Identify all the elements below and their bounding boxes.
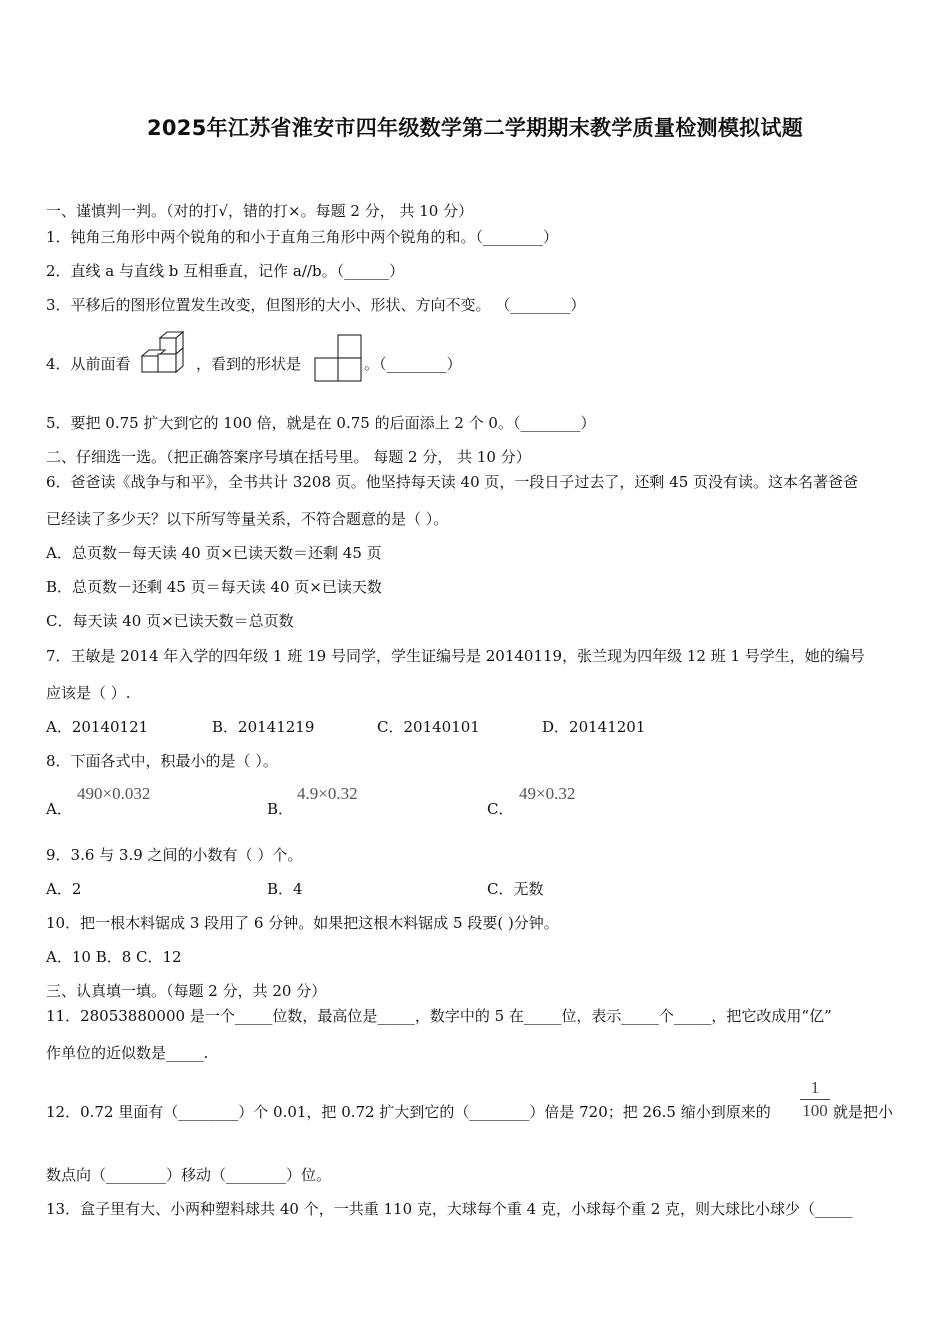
question-11-line-2: 作单位的近似数是_____. — [46, 1044, 209, 1062]
question-10: 10．把一根木料锯成 3 段用了 6 分钟。如果把这根木料锯成 5 段要( )分钟。 — [46, 914, 559, 932]
question-8-option-a-expr: 490×0.032 — [77, 784, 151, 803]
fraction-bar — [800, 1099, 830, 1100]
question-7-option-a: A．20140121 — [46, 718, 149, 736]
section-3-heading: 三、认真填一填。（每题 2 分，共 20 分） — [46, 982, 327, 1000]
question-6-option-c: C．每天读 40 页×已读天数＝总页数 — [46, 612, 294, 630]
question-8-option-c-label: C． — [487, 800, 514, 818]
question-4-prefix: 4．从前面看 — [46, 355, 131, 373]
question-6-line-1: 6．爸爸读《战争与和平》，全书共计 3208 页。他坚持每天读 40 页，一段日子过去了，还剩 45 页没有读。这本名著爸爸 — [46, 473, 859, 491]
question-5: 5．要把 0.75 扩大到它的 100 倍，就是在 0.75 的后面添上 2 个 0。（________） — [46, 414, 596, 432]
question-8-option-c-expr: 49×0.32 — [519, 784, 576, 803]
question-7-option-d: D．20141201 — [542, 718, 646, 736]
question-8: 8．下面各式中，积最小的是（ ）。 — [46, 752, 278, 770]
question-7-line-2: 应该是（ ）. — [46, 684, 131, 702]
question-13: 13．盒子里有大、小两种塑料球共 40 个，一共重 110 克，大球每个重 4 克，小球每个重 2 克，则大球比小球少（_____ — [46, 1200, 853, 1218]
question-2: 2．直线 a 与直线 b 互相垂直，记作 a//b。（______） — [46, 262, 405, 280]
fraction-numerator: 1 — [810, 1078, 820, 1097]
page-title: 2025年江苏省淮安市四年级数学第二学期期末教学质量检测模拟试题 — [146, 116, 804, 140]
question-9: 9．3.6 与 3.9 之间的小数有（ ）个。 — [46, 846, 303, 864]
question-12-line-1: 12．0.72 里面有（________）个 0.01，把 0.72 扩大到它的（________）倍是 720；把 26.5 缩小到原来的 — [46, 1103, 771, 1121]
question-7-line-1: 7．王敏是 2014 年入学的四年级 1 班 19 号同学，学生证编号是 20140119，张兰现为四年级 12 班 1 号学生，她的编号 — [46, 647, 865, 665]
question-11-line-1: 11．28053880000 是一个_____位数，最高位是_____，数字中的 5 在_____位，表示_____个_____，把它改成用“亿” — [46, 1007, 832, 1025]
fraction-one-hundredth — [800, 1078, 830, 1121]
question-4-suffix: 。（________） — [364, 355, 462, 373]
question-12-line-1-end: 就是把小 — [833, 1103, 894, 1121]
question-1: 1．钝角三角形中两个锐角的和小于直角三角形中两个锐角的和。（________） — [46, 228, 559, 246]
section-2-heading: 二、仔细选一选。（把正确答案序号填在括号里。 每题 2 分， 共 10 分） — [46, 448, 531, 466]
question-9-option-a: A．2 — [46, 880, 82, 898]
question-7-option-b: B．20141219 — [212, 718, 315, 736]
question-3: 3．平移后的图形位置发生改变，但图形的大小、形状、方向不变。 （________） — [46, 296, 586, 314]
cube-stack-figure — [138, 330, 188, 380]
question-9-option-c: C．无数 — [487, 880, 544, 898]
question-7-option-c: C．20140101 — [377, 718, 480, 736]
front-view-shape — [314, 334, 364, 382]
question-4-middle: ，看到的形状是 — [196, 355, 302, 373]
question-6-option-b: B．总页数－还剩 45 页＝每天读 40 页×已读天数 — [46, 578, 382, 596]
question-12-line-2: 数点向（________）移动（________）位。 — [46, 1166, 332, 1184]
question-8-option-a-label: A． — [46, 800, 72, 818]
question-6-line-2: 已经读了多少天？以下所写等量关系，不符合题意的是（ ）。 — [46, 510, 449, 528]
question-8-option-b-label: B． — [267, 800, 294, 818]
question-6-option-a: A．总页数－每天读 40 页×已读天数＝还剩 45 页 — [46, 544, 382, 562]
section-1-heading: 一、谨慎判一判。（对的打√，错的打×。每题 2 分， 共 10 分） — [46, 202, 474, 220]
question-10-options: A．10 B．8 C．12 — [46, 948, 182, 966]
question-8-option-b-expr: 4.9×0.32 — [297, 784, 358, 803]
fraction-denominator: 100 — [802, 1101, 828, 1120]
question-9-option-b: B．4 — [267, 880, 303, 898]
